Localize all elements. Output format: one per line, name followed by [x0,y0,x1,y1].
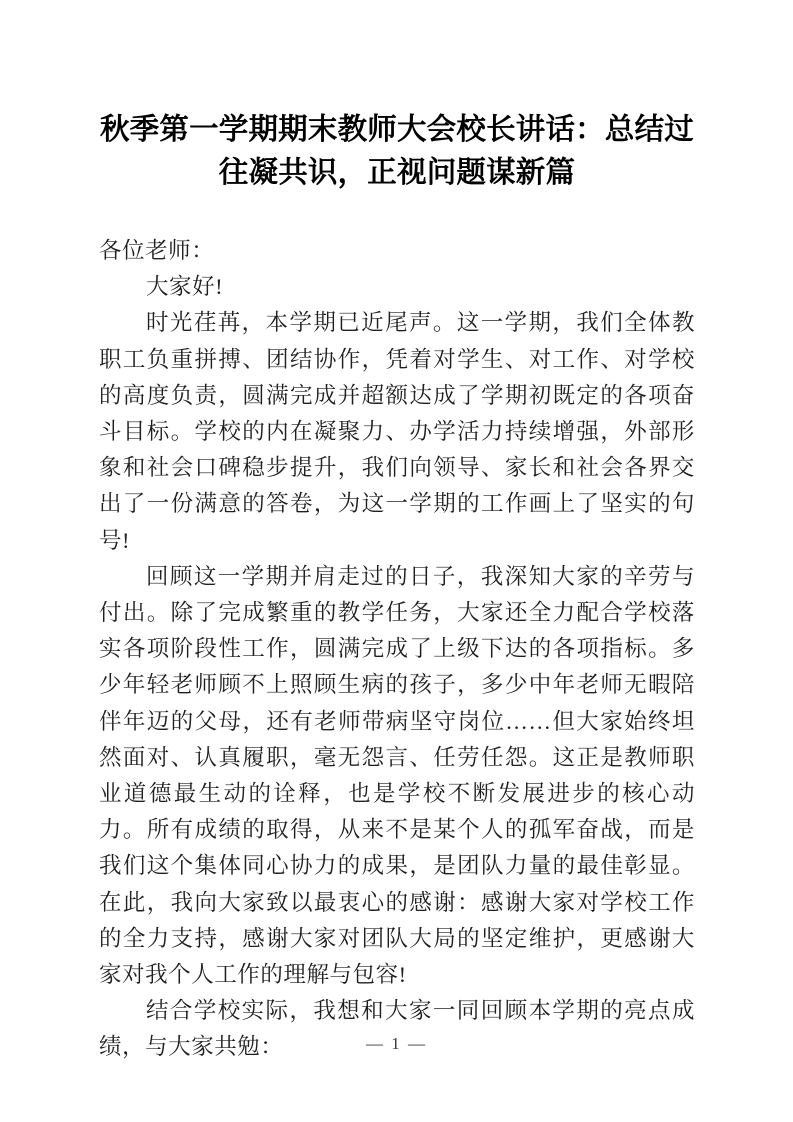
paragraph-opening-summary: 时光荏苒，本学期已近尾声。这一学期，我们全体教职工负重拼搏、团结协作，凭着对学生、对工作、对学校的高度负责，圆满完成并超额达成了学期初既定的各项奋斗目标。学校的内在凝聚力、办学活力持续增强，外部形象和社会口碑稳步提升，我们向领导、家长和社会各界交出了一份满意的答卷，为这一学期的工作画上了坚实的句号! [99,310,695,553]
document-body [99,233,695,1066]
paragraph-gratitude: 回顾这一学期并肩走过的日子，我深知大家的辛劳与付出。除了完成繁重的教学任务，大家还全力配合学校落实各项阶段性工作，圆满完成了上级下达的各项指标。多少年轻老师顾不上照顾生病的孩子，多少中年老师无暇陪伴年迈的父母，还有老师带病坚守岗位……但大家始终坦然面对、认真履职，毫无怨言、任劳任怨。这正是教师职业道德最生动的诠释，也是学校不断发展进步的核心动力。所有成绩的取得，从来不是某个人的孤军奋战，而是我们这个集体同心协力的成果，是团队力量的最佳彰显。在此，我向大家致以最衷心的感谢：感谢大家对学校工作的全力支持，感谢大家对团队大局的坚定维护，更感谢大家对我个人工作的理解与包容! [99,563,695,988]
paragraph-transition: 结合学校实际，我想和大家一同回顾本学期的亮点成绩，与大家共勉： [99,998,695,1060]
page-number-footer: — 1 — [366,1034,427,1053]
paragraph-salutation: 各位老师： [99,238,215,263]
page-title: 秋季第一学期期末教师大会校长讲话：总结过往凝共识，正视问题谋新篇 [99,113,694,189]
paragraph-greeting: 大家好! [146,274,224,300]
